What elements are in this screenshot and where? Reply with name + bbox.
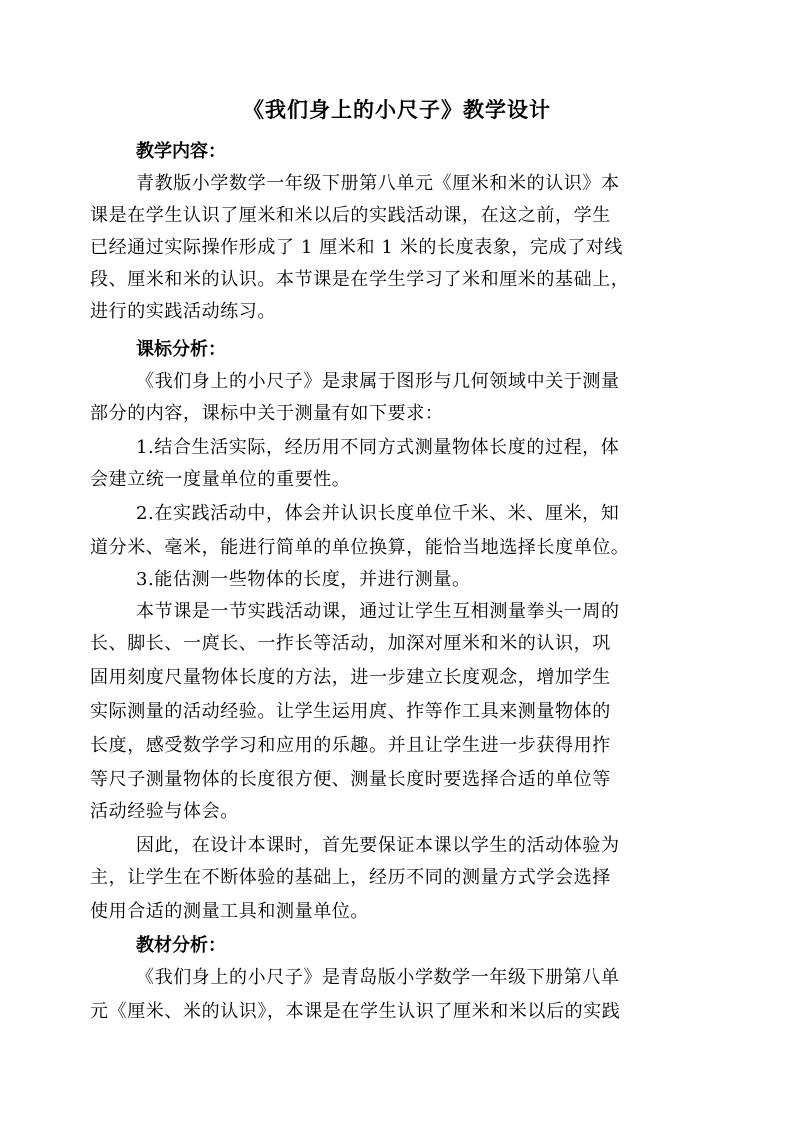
section-heading-curriculum-analysis: 课标分析： <box>136 339 226 360</box>
paragraph-line: 因此，在设计本课时，首先要保证本课以学生的活动体验为 <box>136 835 620 856</box>
list-item-line: 2.在实践活动中，体会并认识长度单位千米、米、厘米，知 <box>136 503 620 524</box>
paragraph-line: 主，让学生在不断体验的基础上，经历不同的测量方式学会选择 <box>90 867 611 888</box>
paragraph-line: 活动经验与体会。 <box>90 801 239 822</box>
paragraph-line: 长度，感受数学学习和应用的乐趣。并且让学生进一步获得用拃 <box>90 735 611 756</box>
paragraph-line: 已经通过实际操作形成了 1 厘米和 1 米的长度表象，完成了对线 <box>90 237 623 258</box>
paragraph-line: 段、厘米和米的认识。本节课是在学生学习了米和厘米的基础上， <box>90 269 630 290</box>
paragraph-line: 等尺子测量物体的长度很方便、测量长度时要选择合适的单位等 <box>90 769 611 790</box>
paragraph-line: 元《厘米、米的认识》，本课是在学生认识了厘米和米以后的实践 <box>90 1001 621 1022</box>
list-item-line: 1.结合生活实际，经历用不同方式测量物体长度的过程，体 <box>136 437 620 458</box>
list-item-line: 3.能估测一些物体的长度，并进行测量。 <box>136 569 471 590</box>
paragraph-line: 本节课是一节实践活动课，通过让学生互相测量拳头一周的 <box>136 601 620 622</box>
section-heading-teaching-content: 教学内容： <box>136 141 226 162</box>
paragraph-line: 道分米、毫米，能进行简单的单位换算，能恰当地选择长度单位。 <box>90 537 630 558</box>
paragraph-line: 使用合适的测量工具和测量单位。 <box>90 901 369 922</box>
document-title: 《我们身上的小尺子》教学设计 <box>243 97 551 122</box>
paragraph-line: 进行的实践活动练习。 <box>90 301 276 322</box>
paragraph-line: 固用刻度尺量物体长度的方法，进一步建立长度观念，增加学生 <box>90 667 611 688</box>
paragraph-line: 长、脚长、一庹长、一拃长等活动，加深对厘米和米的认识，巩 <box>90 633 611 654</box>
paragraph-line: 会建立统一度量单位的重要性。 <box>90 469 351 490</box>
paragraph-line: 《我们身上的小尺子》是青岛版小学数学一年级下册第八单 <box>136 967 620 988</box>
paragraph-line: 青教版小学数学一年级下册第八单元《厘米和米的认识》本 <box>136 173 620 194</box>
paragraph-line: 部分的内容，课标中关于测量有如下要求： <box>90 403 444 424</box>
paragraph-line: 实际测量的活动经验。让学生运用庹、拃等作工具来测量物体的 <box>90 701 611 722</box>
section-heading-textbook-analysis: 教材分析： <box>136 935 226 956</box>
paragraph-line: 课是在学生认识了厘米和米以后的实践活动课，在这之前，学生 <box>90 205 611 226</box>
paragraph-line: 《我们身上的小尺子》是隶属于图形与几何领域中关于测量 <box>136 371 620 392</box>
